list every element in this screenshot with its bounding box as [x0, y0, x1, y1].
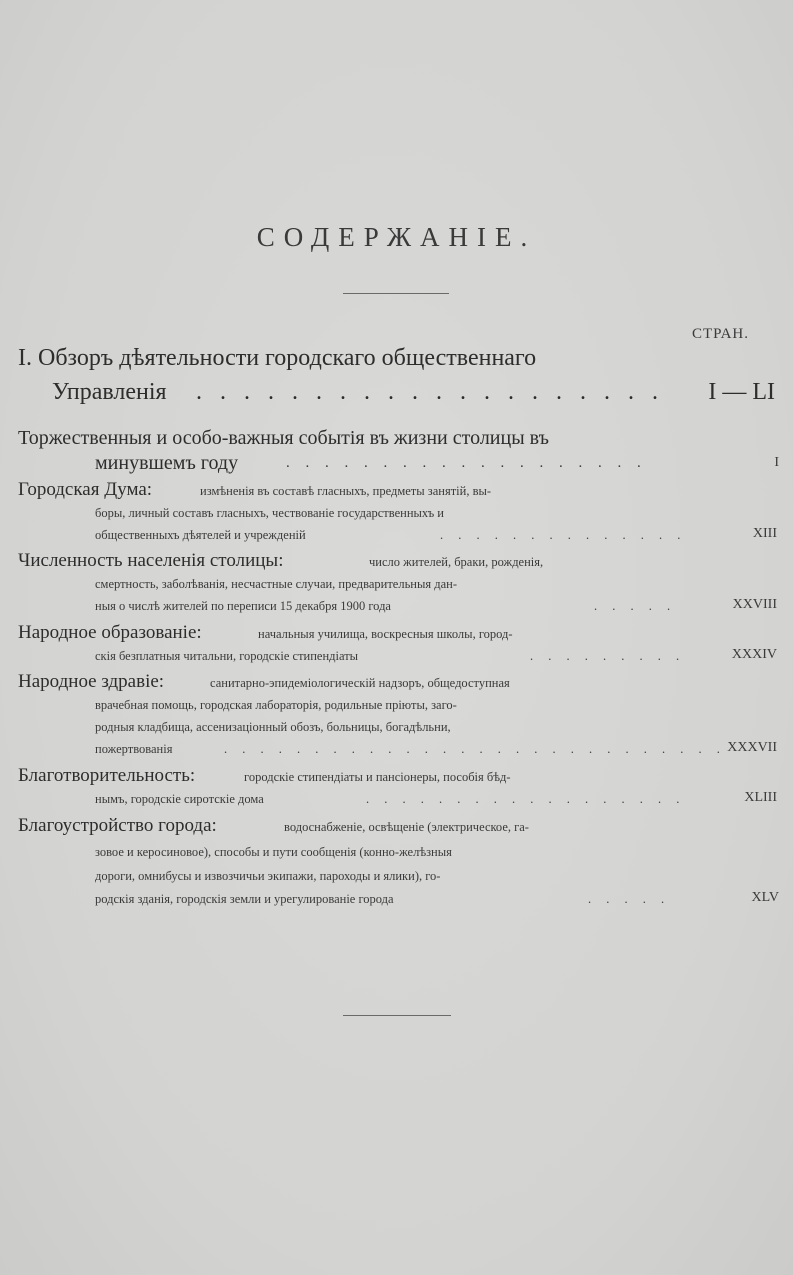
page-title: СОДЕРЖАНІЕ. [256, 222, 537, 252]
toc-entry-leader: . . . . . . . . . . . . . . . . . . . . . . . . . . . . [224, 742, 726, 756]
toc-entry-page: XXXIV [731, 647, 777, 662]
toc-entry-line: скія безплатныя читальни, городскіе стипендіаты [95, 649, 359, 663]
toc-entry-line: число жителей, браки, рожденія, [369, 555, 544, 569]
toc-entry-line: минувшемъ году [95, 452, 239, 474]
toc-entry-page: XLV [751, 890, 779, 905]
toc-entry-line: пожертвованія [95, 742, 173, 756]
toc-entry-line: нымъ, городскіе сиротскіе дома [95, 792, 264, 806]
main-section-title-line1: I. Обзоръ дѣятельности городскаго общественнаго [18, 345, 537, 371]
toc-entry-page: XXVIII [732, 597, 777, 612]
toc-entry-heading: Благотворительность: [18, 765, 196, 786]
toc-entry-leader: . . . . . . . . . . . . . . . . . . . [286, 455, 647, 471]
toc-entry-line: измѣненія въ составѣ гласныхъ, предметы занятій, вы- [200, 484, 492, 498]
toc-entry-line: родныя кладбища, ассенизаціонный обозъ, больницы, богадѣльни, [95, 720, 451, 734]
toc-entry-line: родскія зданія, городскія земли и урегулированіе города [95, 892, 394, 906]
toc-entry-heading: Народное образованіе: [18, 622, 202, 643]
toc-entry-line: ныя о числѣ жителей по переписи 15 декабря 1900 года [95, 599, 391, 613]
toc-entry-line: смертность, заболѣванія, несчастные случаи, предварительныя дан- [95, 577, 458, 591]
toc-entry-line: боры, личный составъ гласныхъ, чествованіе государственныхъ и [95, 506, 444, 520]
toc-entry-heading: Численность населенія столицы: [18, 550, 284, 571]
toc-entry-heading: Городская Дума: [18, 479, 153, 500]
toc-entry-page: XXXVII [727, 740, 777, 755]
toc-entry-line: зовое и керосиновое), способы и пути сообщенія (конно-желѣзныя [95, 845, 452, 859]
toc-entry-line: начальныя училища, воскресныя школы, город- [258, 627, 513, 641]
toc-entry-line: водоснабженіе, освѣщеніе (электрическое, га- [284, 820, 529, 834]
toc-entry-line: общественныхъ дѣятелей и учрежденій [95, 528, 306, 542]
bottom-divider [343, 1015, 451, 1016]
toc-entry-line: Торжественныя и особо-важныя событія въ жизни столицы въ [18, 427, 549, 449]
main-section-leader: . . . . . . . . . . . . . . . . . . . . [196, 379, 664, 405]
toc-entry-line: дороги, омнибусы и извозчичьи экипажи, пароходы и ялики), го- [95, 869, 441, 883]
main-section-page: I — LI [708, 379, 775, 405]
page-column-label: СТРАН. [692, 326, 750, 342]
toc-entry-leader: . . . . . [594, 599, 677, 613]
toc-entry-line: санитарно-эпидеміологическій надзоръ, общедоступная [210, 676, 510, 690]
toc-entry-leader: . . . . . . . . . [530, 649, 686, 663]
toc-entry-leader: . . . . . [588, 892, 671, 906]
toc-entry-line: врачебная помощь, городская лабораторія, родильные пріюты, заго- [95, 698, 457, 712]
toc-entry-page: XLIII [744, 790, 777, 805]
toc-entry-leader: . . . . . . . . . . . . . . [440, 528, 687, 542]
toc-entry-page: I [774, 455, 779, 470]
title-divider [343, 293, 449, 294]
toc-entry-line: городскіе стипендіаты и пансіонеры, пособія бѣд- [244, 770, 511, 784]
toc-entry-heading: Благоустройство города: [18, 815, 217, 836]
toc-entry-leader: . . . . . . . . . . . . . . . . . . [366, 792, 686, 806]
toc-entry-heading: Народное здравіе: [18, 671, 165, 692]
main-section-title-line2: Управленія [52, 379, 167, 405]
toc-entry-page: XIII [752, 526, 777, 541]
